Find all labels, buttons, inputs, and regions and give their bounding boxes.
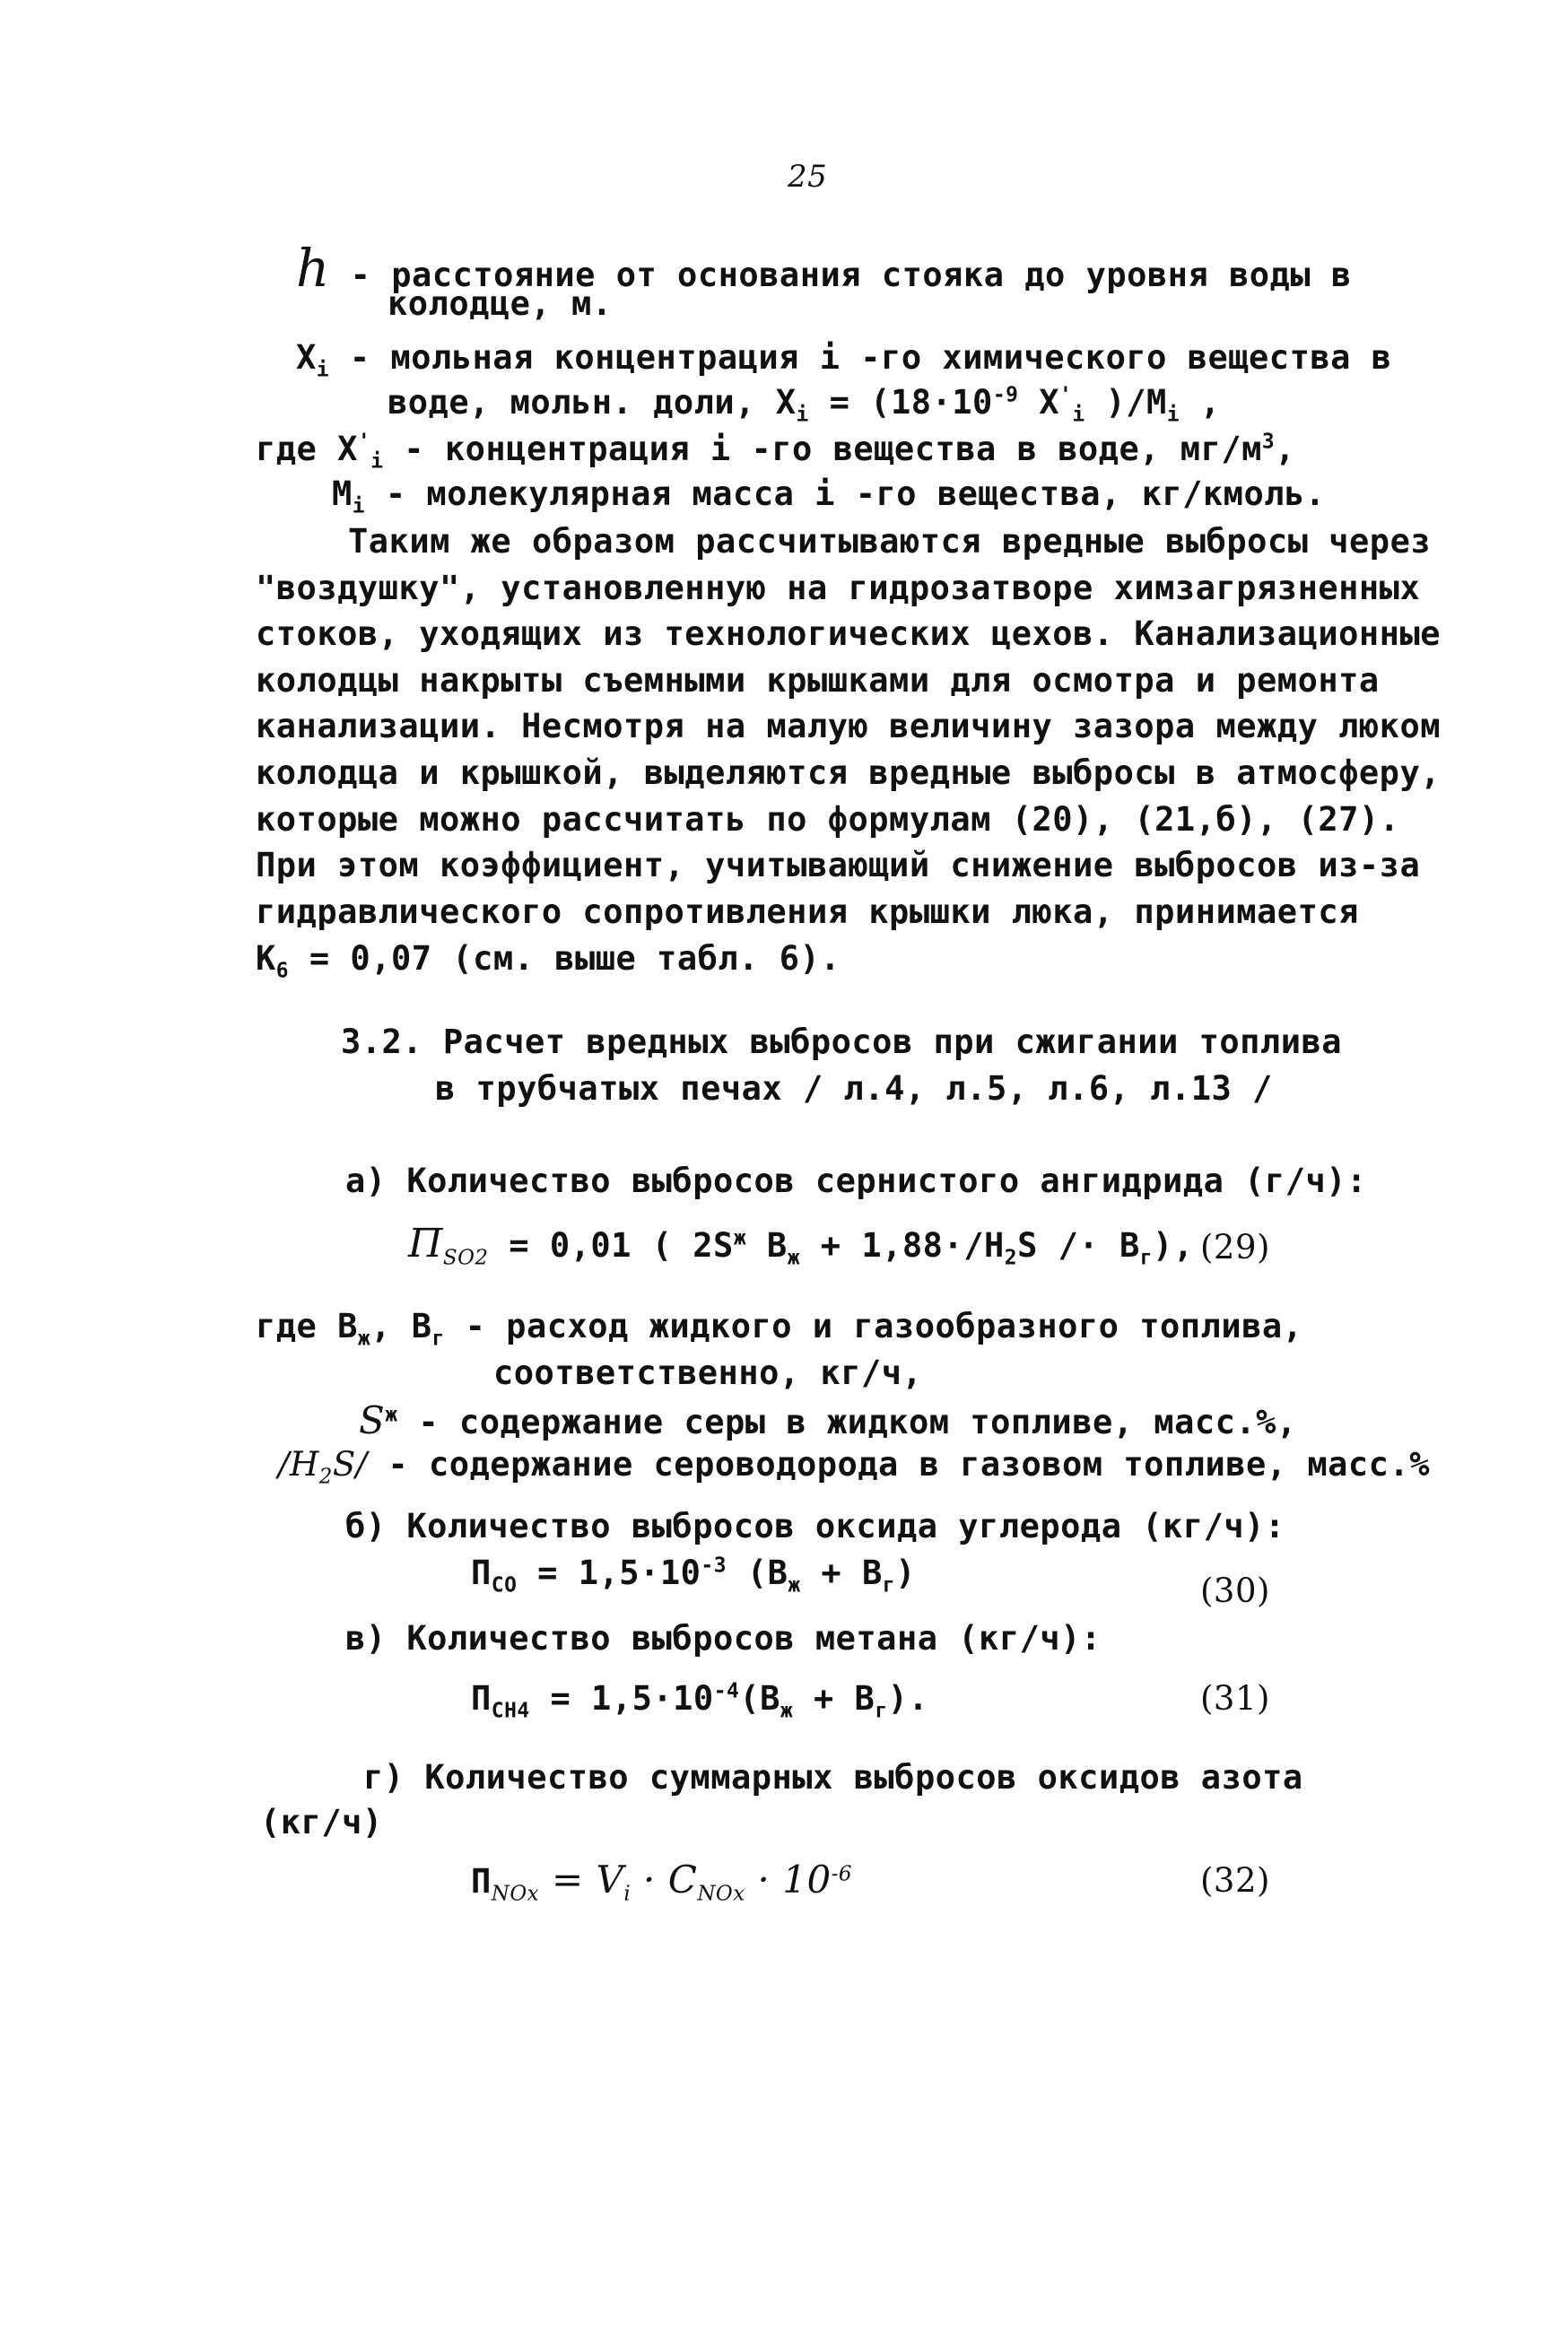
paragraph-line: которые можно рассчитать по формулам (20), (21,б), (27).: [256, 800, 1400, 839]
formula-31-rhs3: + B: [793, 1679, 875, 1718]
where-a-line-1: [256, 1307, 1303, 1351]
formula-30-rhs2: (B: [727, 1554, 788, 1592]
formula-32-rhs: = V: [539, 1858, 624, 1902]
sub-i: i: [352, 494, 366, 518]
formula-32-rhs3: · 10: [745, 1858, 832, 1902]
k-symbol: K: [256, 939, 276, 978]
section-heading-line-1: 3.2. Расчет вредных выбросов при сжигании топлива: [341, 1023, 1343, 1061]
item-d-label-1: г) Количество суммарных выбросов оксидов азота: [363, 1758, 1303, 1797]
xi-formula-b: = (18·10: [808, 383, 993, 422]
xi-formula-sub-c: i: [1072, 403, 1085, 427]
where-a-bzh: где B: [256, 1307, 358, 1345]
def-mi-text: - молекулярная масса i -го вещества, кг/кмоль.: [365, 474, 1326, 513]
xi-formula-c: X: [1018, 383, 1060, 422]
def-h-text: - расстояние от основания стояка до уровня воды в: [350, 256, 1352, 294]
where-a-bg-sub: г: [431, 1327, 445, 1351]
where-a-bzh-sub: ж: [357, 1327, 371, 1351]
xi-formula-sup-b: -9: [992, 383, 1019, 407]
formula-30-lhs: П: [471, 1554, 492, 1592]
def-xi-prime: [256, 430, 1295, 474]
def-mi: [332, 474, 1326, 518]
xi-formula-sup-c: ': [1059, 383, 1073, 407]
formula-32: [471, 1858, 853, 1906]
formula-30-lhs-sub: CO: [491, 1573, 518, 1597]
def-xi-prime-sub: i: [370, 449, 384, 474]
xi-formula-d: )/M: [1085, 383, 1167, 422]
xi-formula-sub-d: i: [1166, 403, 1180, 427]
xi-formula-a: воде, мольн. доли, X: [388, 383, 797, 422]
formula-30-rhs2-sub: ж: [788, 1573, 801, 1597]
page-number: 25: [788, 159, 828, 195]
paragraph-line: канализации. Несмотря на малую величину зазора между люком: [256, 707, 1442, 745]
paragraph-line: Таким же образом рассчитываются вредные выбросы через: [348, 522, 1432, 561]
item-d-label-2: (кг/ч): [260, 1803, 383, 1841]
formula-32-lhs-sub: NOx: [491, 1882, 540, 1906]
paragraph-line: При этом коэффициент, учитывающий снижение выбросов из-за: [256, 846, 1421, 884]
equation-number-31: (31): [1200, 1679, 1270, 1718]
def-xi-prime-end: ,: [1275, 430, 1295, 468]
formula-29-a-sup: ж: [733, 1226, 747, 1250]
k-subscript: 6: [275, 959, 290, 983]
paragraph-line: "воздушку", установленную на гидрозатворе химзагрязненных: [256, 569, 1421, 607]
where-a-line-4-text: - содержание сероводорода в газовом топливе, масс.%: [367, 1445, 1431, 1484]
symbol-h2s-b: S/: [332, 1445, 368, 1484]
symbol-s: S: [359, 1398, 386, 1442]
formula-32-rhs2-sub: NOx: [697, 1882, 745, 1906]
xi-formula-e: ,: [1180, 383, 1221, 422]
symbol-h2s-sub: 2: [318, 1465, 333, 1489]
where-a-line-3: [359, 1398, 1297, 1442]
formula-32-rhs2: · C: [631, 1858, 698, 1902]
def-xi-prime-sup-end: 3: [1261, 430, 1276, 454]
formula-31-rhs3-sub: г: [875, 1699, 888, 1723]
formula-29-e: ),: [1153, 1226, 1194, 1265]
formula-32-rhs3-sup: -6: [831, 1862, 853, 1886]
symbol-s-sup: ж: [385, 1403, 398, 1427]
paragraph-line: гидравлического сопротивления крышки люка, принимается: [256, 892, 1359, 931]
item-c-label: в) Количество выбросов метана (кг/ч):: [345, 1619, 1102, 1658]
paragraph-line: колодца и крышкой, выделяются вредные выбросы в атмосферу,: [256, 753, 1442, 792]
formula-29-lhs: П: [408, 1221, 443, 1267]
equation-number-32: (32): [1200, 1861, 1270, 1900]
k-value-text: = 0,07 (см. выше табл. 6).: [289, 939, 841, 978]
formula-29-b: B: [746, 1226, 788, 1265]
formula-29-b-sub: ж: [787, 1246, 800, 1270]
formula-31-rhs: = 1,5·10: [529, 1679, 714, 1718]
formula-30-rhs: = 1,5·10: [517, 1554, 701, 1592]
formula-29-d-sub: г: [1139, 1246, 1154, 1270]
where-a-line-4: [278, 1445, 1431, 1489]
formula-32-lhs: П: [471, 1862, 492, 1901]
sub-i: i: [316, 358, 330, 382]
where-a-bg: , B: [370, 1307, 432, 1345]
paragraph-last-line: [256, 939, 841, 983]
where-a-line-3-text: - содержание серы в жидком топливе, масс.%,: [397, 1403, 1297, 1441]
equation-number-30: (30): [1200, 1571, 1270, 1610]
symbol-x: X: [296, 338, 317, 377]
equation-number-29: (29): [1200, 1228, 1270, 1267]
formula-30-rhs3: + B: [800, 1554, 883, 1592]
symbol-h2s-a: /H: [278, 1445, 319, 1484]
formula-29: [408, 1221, 1194, 1270]
formula-31-rhs2: (B: [739, 1679, 780, 1718]
where-a-line-2: соответственно, кг/ч,: [493, 1354, 923, 1392]
def-xi-formula: [388, 383, 1221, 427]
item-b-label: б) Количество выбросов оксида углерода (кг/ч):: [345, 1507, 1285, 1545]
def-h-cont-text: колодце, м.: [388, 284, 613, 323]
def-xi: [296, 338, 1392, 382]
item-a-label: а) Количество выбросов сернистого ангидрида (г/ч):: [345, 1162, 1367, 1200]
xi-formula-sub-a: i: [796, 403, 809, 427]
def-xi-prime-prefix: где X: [256, 430, 358, 468]
formula-29-d: S /· B: [1017, 1226, 1140, 1265]
formula-31-rhs4: ).: [887, 1679, 929, 1718]
formula-29-c: + 1,88·/H: [800, 1226, 1005, 1265]
def-xi-prime-sup: ': [357, 430, 371, 454]
section-heading-line-2: в трубчатых печах / л.4, л.5, л.6, л.13 /: [435, 1069, 1273, 1108]
formula-29-lhs-sub: SO2: [442, 1246, 489, 1270]
symbol-h: h: [296, 238, 330, 299]
formula-30-rhs4: ): [895, 1554, 916, 1592]
formula-31: [471, 1679, 929, 1723]
formula-31-lhs-sub: CH4: [491, 1699, 530, 1723]
formula-29-a: = 0,01 ( 2S: [488, 1226, 734, 1265]
def-xi-prime-text: - концентрация i -го вещества в воде, мг/м: [383, 430, 1262, 468]
where-a-line-1-text: - расход жидкого и газообразного топлива,: [444, 1307, 1303, 1345]
def-h-cont: [388, 284, 613, 323]
formula-29-c-sub: 2: [1004, 1246, 1018, 1270]
formula-31-rhs2-sub: ж: [780, 1699, 794, 1723]
symbol-m: M: [332, 474, 353, 513]
formula-31-rhs-sup: -4: [713, 1679, 740, 1703]
def-xi-text: - мольная концентрация i -го химического вещества в: [349, 338, 1392, 377]
formula-30: [471, 1554, 916, 1597]
formula-31-lhs: П: [471, 1679, 492, 1718]
paragraph-line: стоков, уходящих из технологических цехов. Канализационные: [256, 614, 1442, 653]
formula-30-rhs-sup: -3: [701, 1554, 727, 1578]
formula-32-rhs-sub: i: [623, 1882, 632, 1906]
paragraph-line: колодцы накрыты съемными крышками для осмотра и ремонта: [256, 661, 1380, 700]
formula-30-rhs3-sub: г: [882, 1573, 896, 1597]
